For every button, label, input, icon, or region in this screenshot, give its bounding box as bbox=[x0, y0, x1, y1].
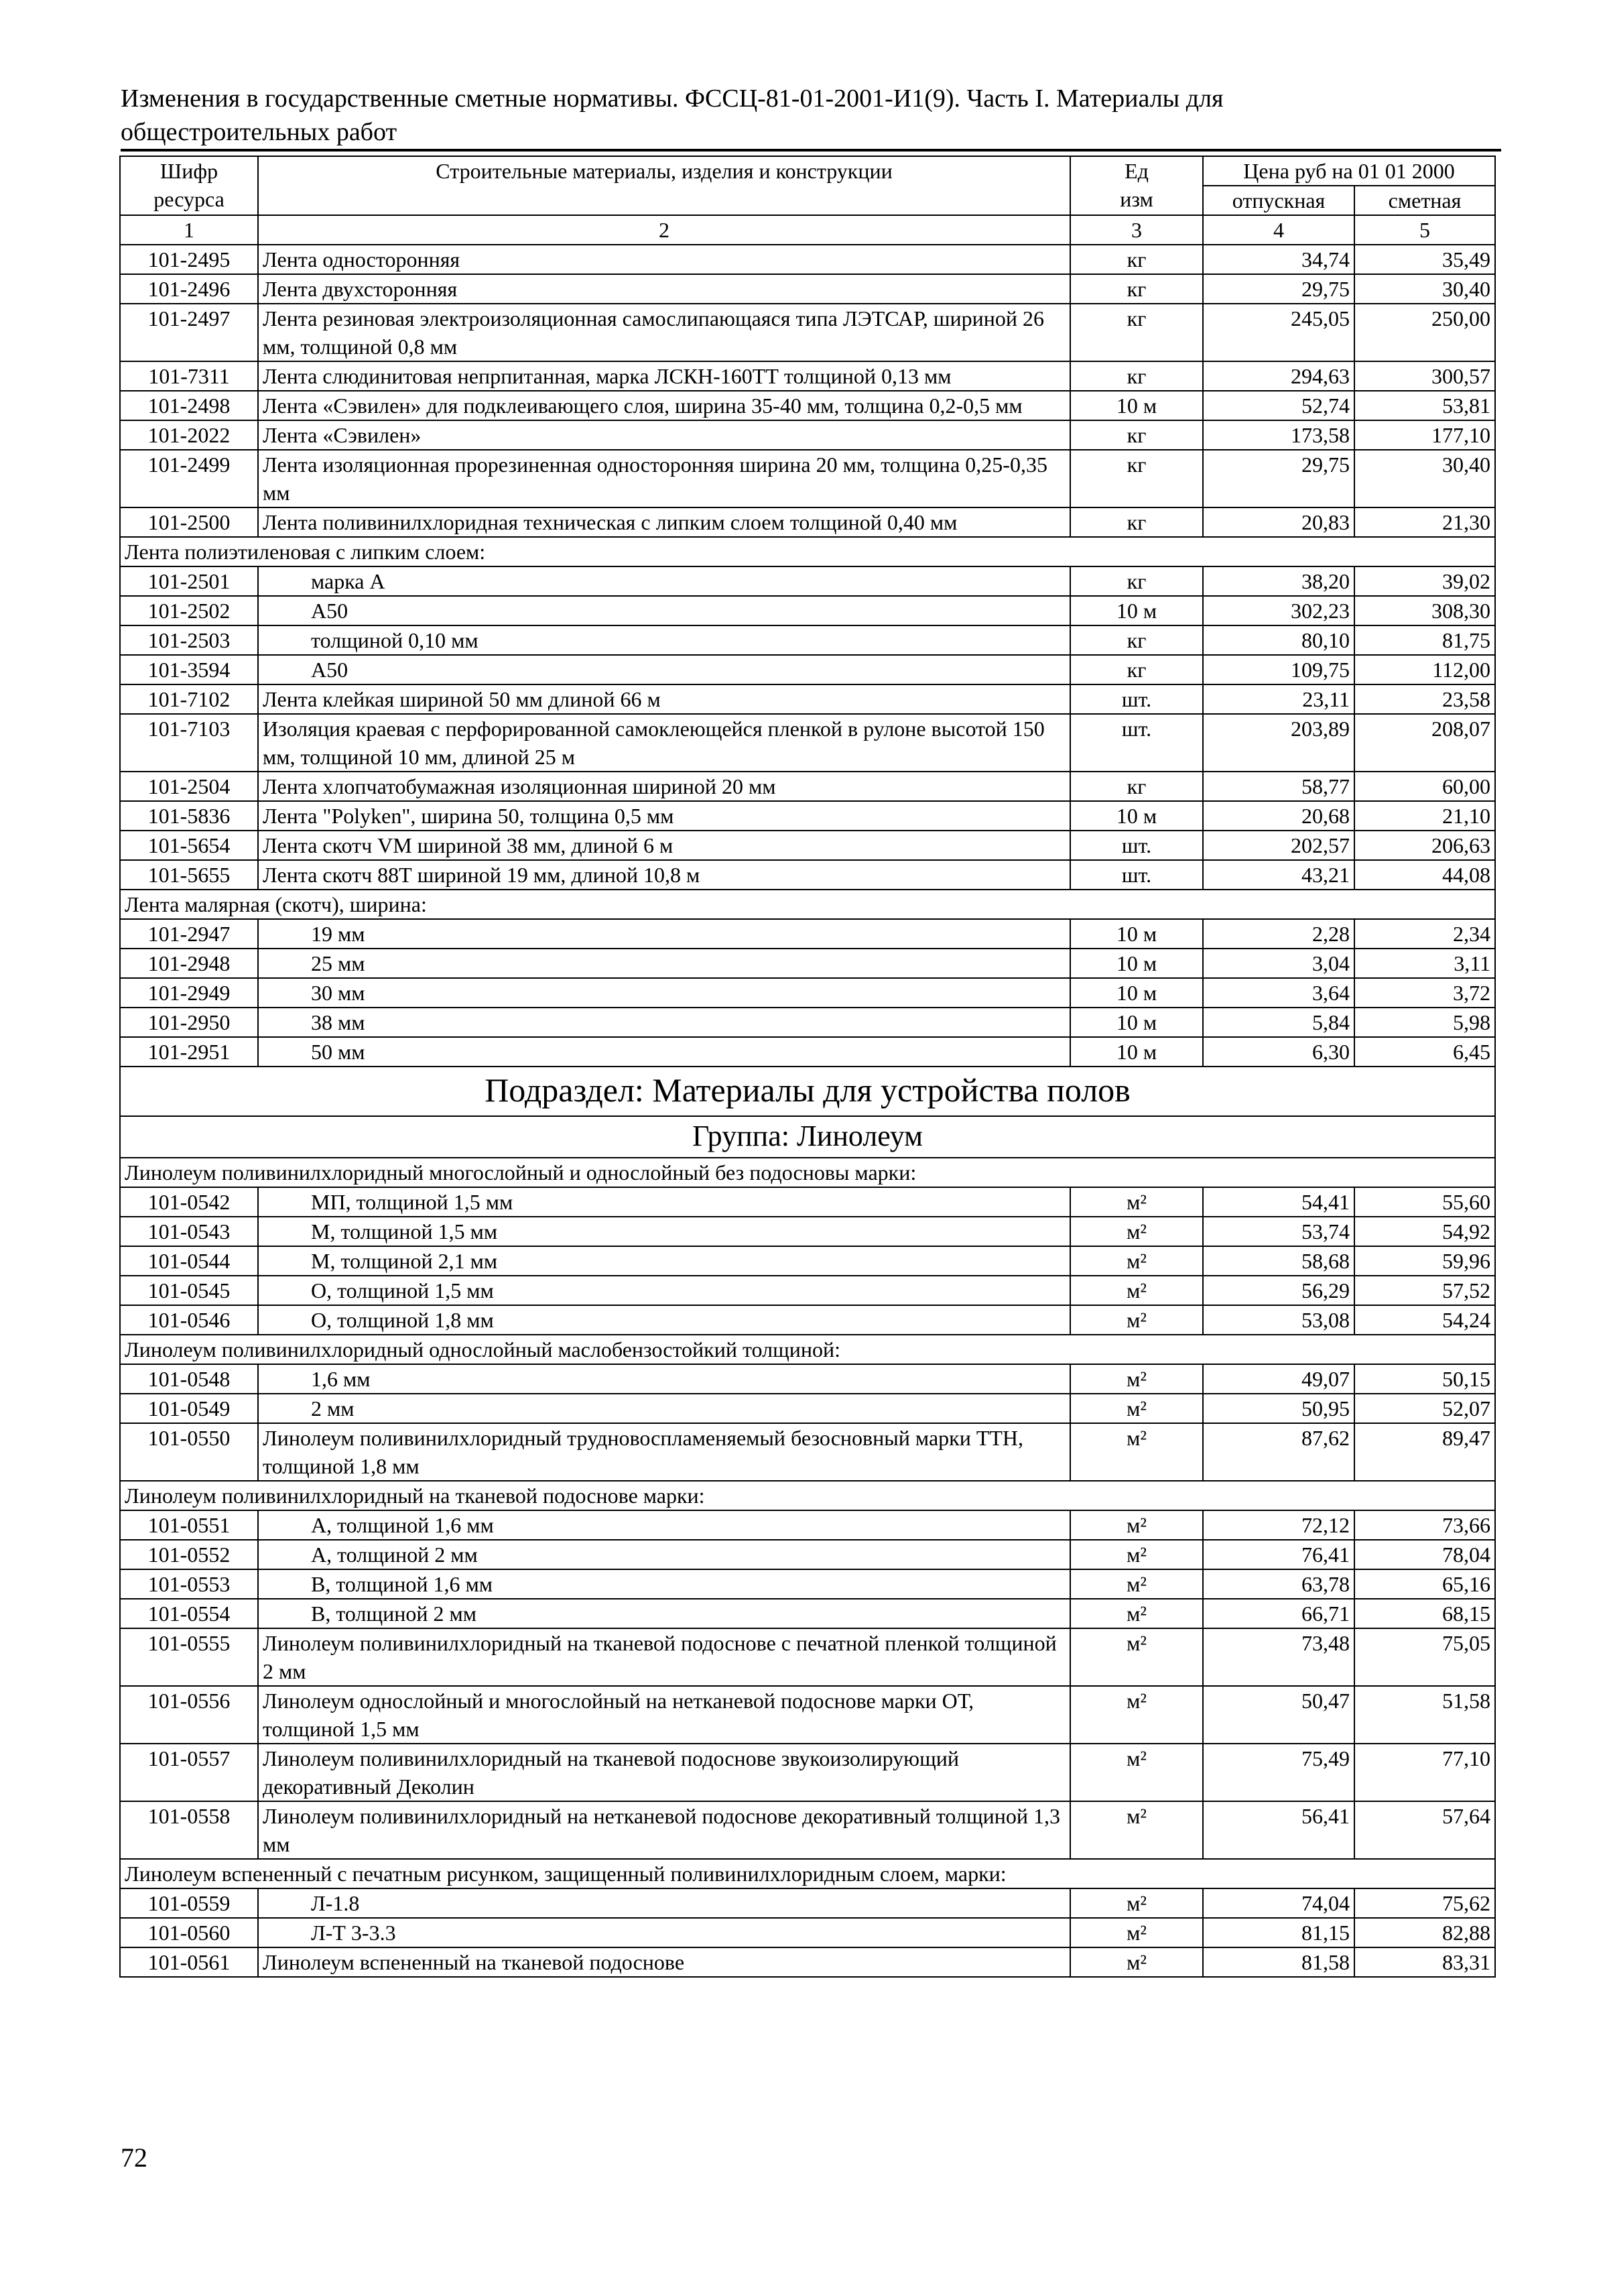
header-unit bbox=[1070, 156, 1203, 215]
table-row bbox=[120, 1217, 1495, 1246]
material-name: Лента двухсторонняя bbox=[258, 274, 1070, 304]
table-row bbox=[120, 1918, 1495, 1947]
material-name: Лента клейкая шириной 50 мм длиной 66 м bbox=[258, 684, 1070, 714]
resource-code: 101-7311 bbox=[120, 361, 258, 391]
unit-of-measure: кг bbox=[1070, 420, 1203, 450]
unit-of-measure: шт. bbox=[1070, 714, 1203, 772]
release-price: 52,74 bbox=[1203, 391, 1354, 420]
table-row bbox=[120, 566, 1495, 596]
material-name: О, толщиной 1,5 мм bbox=[258, 1276, 1070, 1305]
estimate-price: 50,15 bbox=[1354, 1364, 1495, 1394]
estimate-price: 35,49 bbox=[1354, 245, 1495, 274]
table-row bbox=[120, 919, 1495, 949]
material-name: Лента односторонняя bbox=[258, 245, 1070, 274]
material-name: Лента скотч VM шириной 38 мм, длиной 6 м bbox=[258, 831, 1070, 860]
estimate-price: 77,10 bbox=[1354, 1744, 1495, 1801]
material-name: Лента «Сэвилен» bbox=[258, 420, 1070, 450]
unit-of-measure: кг bbox=[1070, 245, 1203, 274]
unit-of-measure: м² bbox=[1070, 1540, 1203, 1569]
estimate-price: 78,04 bbox=[1354, 1540, 1495, 1569]
resource-code: 101-2022 bbox=[120, 420, 258, 450]
subsection-title: Подраздел: Материалы для устройства полов bbox=[120, 1067, 1495, 1116]
unit-of-measure: 10 м bbox=[1070, 978, 1203, 1008]
resource-code: 101-0551 bbox=[120, 1510, 258, 1540]
material-name: Лента «Сэвилен» для подклеивающего слоя, ширина 35-40 мм, толщина 0,2-0,5 мм bbox=[258, 391, 1070, 420]
estimate-price: 208,07 bbox=[1354, 714, 1495, 772]
header-price: Цена руб на 01 01 2000 bbox=[1203, 156, 1495, 186]
resource-code: 101-0555 bbox=[120, 1628, 258, 1686]
material-name: МП, толщиной 1,5 мм bbox=[258, 1187, 1070, 1217]
estimate-price: 55,60 bbox=[1354, 1187, 1495, 1217]
resource-code: 101-7102 bbox=[120, 684, 258, 714]
resource-code: 101-5655 bbox=[120, 860, 258, 890]
group-heading-row bbox=[120, 1859, 1495, 1888]
resource-code: 101-2496 bbox=[120, 274, 258, 304]
column-number: 1 bbox=[120, 215, 258, 245]
release-price: 29,75 bbox=[1203, 274, 1354, 304]
table-row bbox=[120, 304, 1495, 361]
resource-code: 101-2497 bbox=[120, 304, 258, 361]
header-code-line-1: Шифр bbox=[159, 159, 218, 183]
header-line-2: общестроительных работ bbox=[121, 118, 397, 146]
column-number: 3 bbox=[1070, 215, 1203, 245]
material-name: А50 bbox=[258, 596, 1070, 625]
unit-of-measure: кг bbox=[1070, 566, 1203, 596]
unit-of-measure: 10 м bbox=[1070, 949, 1203, 978]
resource-code: 101-5654 bbox=[120, 831, 258, 860]
estimate-price: 73,66 bbox=[1354, 1510, 1495, 1540]
group-heading: Линолеум поливинилхлоридный однослойный маслобензостойкий толщиной: bbox=[120, 1335, 1495, 1364]
estimate-price: 54,24 bbox=[1354, 1305, 1495, 1335]
table-row bbox=[120, 684, 1495, 714]
release-price: 81,15 bbox=[1203, 1918, 1354, 1947]
material-name: Изоляция краевая с перфорированной самоклеющейся пленкой в рулоне высотой 150 мм, толщиной 10 мм, длиной 25 м bbox=[258, 714, 1070, 772]
material-name: 1,6 мм bbox=[258, 1364, 1070, 1394]
release-price: 80,10 bbox=[1203, 625, 1354, 655]
header-code bbox=[120, 156, 258, 215]
column-number: 2 bbox=[258, 215, 1070, 245]
table-row bbox=[120, 1510, 1495, 1540]
unit-of-measure: м² bbox=[1070, 1599, 1203, 1628]
estimate-price: 52,07 bbox=[1354, 1394, 1495, 1423]
table-row bbox=[120, 450, 1495, 507]
material-name: В, толщиной 2 мм bbox=[258, 1599, 1070, 1628]
material-name: О, толщиной 1,8 мм bbox=[258, 1305, 1070, 1335]
release-price: 73,48 bbox=[1203, 1628, 1354, 1686]
resource-code: 101-0557 bbox=[120, 1744, 258, 1801]
estimate-price: 21,10 bbox=[1354, 801, 1495, 831]
estimate-price: 308,30 bbox=[1354, 596, 1495, 625]
estimate-price: 57,52 bbox=[1354, 1276, 1495, 1305]
material-name: 38 мм bbox=[258, 1008, 1070, 1037]
estimate-price: 68,15 bbox=[1354, 1599, 1495, 1628]
resource-code: 101-0545 bbox=[120, 1276, 258, 1305]
unit-of-measure: 10 м bbox=[1070, 919, 1203, 949]
unit-of-measure: м² bbox=[1070, 1394, 1203, 1423]
estimate-price: 54,92 bbox=[1354, 1217, 1495, 1246]
unit-of-measure: 10 м bbox=[1070, 1008, 1203, 1037]
resource-code: 101-0548 bbox=[120, 1364, 258, 1394]
estimate-price: 3,72 bbox=[1354, 978, 1495, 1008]
table-row bbox=[120, 1947, 1495, 1977]
unit-of-measure: м² bbox=[1070, 1888, 1203, 1918]
release-price: 203,89 bbox=[1203, 714, 1354, 772]
material-name: Лента "Polyken", ширина 50, толщина 0,5 мм bbox=[258, 801, 1070, 831]
unit-of-measure: кг bbox=[1070, 450, 1203, 507]
unit-of-measure: шт. bbox=[1070, 831, 1203, 860]
table-row bbox=[120, 1801, 1495, 1859]
release-price: 53,08 bbox=[1203, 1305, 1354, 1335]
release-price: 5,84 bbox=[1203, 1008, 1354, 1037]
estimate-price: 53,81 bbox=[1354, 391, 1495, 420]
material-name: Линолеум поливинилхлоридный на тканевой подоснове звукоизолирующий декоративный Деколин bbox=[258, 1744, 1070, 1801]
estimate-price: 51,58 bbox=[1354, 1686, 1495, 1744]
estimate-price: 2,34 bbox=[1354, 919, 1495, 949]
estimate-price: 81,75 bbox=[1354, 625, 1495, 655]
header-price-release: отпускная bbox=[1203, 186, 1354, 215]
table-row bbox=[120, 831, 1495, 860]
group-row bbox=[120, 1116, 1495, 1158]
table-row bbox=[120, 772, 1495, 801]
resource-code: 101-2947 bbox=[120, 919, 258, 949]
group-heading-row bbox=[120, 1158, 1495, 1187]
group-heading-row bbox=[120, 890, 1495, 919]
resource-code: 101-2950 bbox=[120, 1008, 258, 1037]
material-name: 25 мм bbox=[258, 949, 1070, 978]
material-name: Л-Т 3-3.3 bbox=[258, 1918, 1070, 1947]
resource-code: 101-0550 bbox=[120, 1423, 258, 1481]
unit-of-measure: м² bbox=[1070, 1918, 1203, 1947]
release-price: 56,29 bbox=[1203, 1276, 1354, 1305]
table-row bbox=[120, 361, 1495, 391]
estimate-price: 3,11 bbox=[1354, 949, 1495, 978]
release-price: 29,75 bbox=[1203, 450, 1354, 507]
table-row bbox=[120, 1305, 1495, 1335]
material-name: Лента поливинилхлоридная техническая с липким слоем толщиной 0,40 мм bbox=[258, 507, 1070, 537]
unit-of-measure: шт. bbox=[1070, 684, 1203, 714]
material-name: 19 мм bbox=[258, 919, 1070, 949]
release-price: 109,75 bbox=[1203, 655, 1354, 684]
release-price: 3,04 bbox=[1203, 949, 1354, 978]
unit-of-measure: 10 м bbox=[1070, 391, 1203, 420]
material-name: М, толщиной 1,5 мм bbox=[258, 1217, 1070, 1246]
resource-code: 101-2499 bbox=[120, 450, 258, 507]
estimate-price: 83,31 bbox=[1354, 1947, 1495, 1977]
estimate-price: 30,40 bbox=[1354, 274, 1495, 304]
release-price: 58,68 bbox=[1203, 1246, 1354, 1276]
table-row bbox=[120, 714, 1495, 772]
material-name: Линолеум поливинилхлоридный трудновоспламеняемый безосновный марки ТТН, толщиной 1,8 мм bbox=[258, 1423, 1070, 1481]
unit-of-measure: м² bbox=[1070, 1801, 1203, 1859]
resource-code: 101-2949 bbox=[120, 978, 258, 1008]
resource-code: 101-2501 bbox=[120, 566, 258, 596]
resource-code: 101-5836 bbox=[120, 801, 258, 831]
resource-code: 101-2503 bbox=[120, 625, 258, 655]
estimate-price: 75,62 bbox=[1354, 1888, 1495, 1918]
resource-code: 101-2502 bbox=[120, 596, 258, 625]
table-row bbox=[120, 1394, 1495, 1423]
material-name: Линолеум вспененный на тканевой подоснове bbox=[258, 1947, 1070, 1977]
unit-of-measure: кг bbox=[1070, 655, 1203, 684]
estimate-price: 60,00 bbox=[1354, 772, 1495, 801]
unit-of-measure: м² bbox=[1070, 1305, 1203, 1335]
column-number: 4 bbox=[1203, 215, 1354, 245]
header-name: Строительные материалы, изделия и конструкции bbox=[258, 156, 1070, 215]
table-row bbox=[120, 1599, 1495, 1628]
release-price: 74,04 bbox=[1203, 1888, 1354, 1918]
release-price: 54,41 bbox=[1203, 1187, 1354, 1217]
estimate-price: 30,40 bbox=[1354, 450, 1495, 507]
unit-of-measure: 10 м bbox=[1070, 596, 1203, 625]
release-price: 43,21 bbox=[1203, 860, 1354, 890]
unit-of-measure: кг bbox=[1070, 772, 1203, 801]
resource-code: 101-0546 bbox=[120, 1305, 258, 1335]
material-name: В, толщиной 1,6 мм bbox=[258, 1569, 1070, 1599]
release-price: 49,07 bbox=[1203, 1364, 1354, 1394]
resource-code: 101-0560 bbox=[120, 1918, 258, 1947]
material-name: Лента слюдинитовая непрпитанная, марка ЛСКН-160ТТ толщиной 0,13 мм bbox=[258, 361, 1070, 391]
unit-of-measure: 10 м bbox=[1070, 1037, 1203, 1067]
release-price: 72,12 bbox=[1203, 1510, 1354, 1540]
resource-code: 101-0543 bbox=[120, 1217, 258, 1246]
release-price: 23,11 bbox=[1203, 684, 1354, 714]
unit-of-measure: м² bbox=[1070, 1187, 1203, 1217]
column-number-row bbox=[120, 215, 1495, 245]
release-price: 3,64 bbox=[1203, 978, 1354, 1008]
unit-of-measure: м² bbox=[1070, 1246, 1203, 1276]
estimate-price: 65,16 bbox=[1354, 1569, 1495, 1599]
estimate-price: 5,98 bbox=[1354, 1008, 1495, 1037]
group-heading: Лента малярная (скотч), ширина: bbox=[120, 890, 1495, 919]
unit-of-measure: м² bbox=[1070, 1423, 1203, 1481]
header-price-estimate: сметная bbox=[1354, 186, 1495, 215]
table-row bbox=[120, 1276, 1495, 1305]
unit-of-measure: м² bbox=[1070, 1217, 1203, 1246]
release-price: 66,71 bbox=[1203, 1599, 1354, 1628]
group-heading: Лента полиэтиленовая с липким слоем: bbox=[120, 537, 1495, 566]
material-name: Линолеум однослойный и многослойный на нетканевой подоснове марки ОТ, толщиной 1,5 мм bbox=[258, 1686, 1070, 1744]
group-heading-row bbox=[120, 1481, 1495, 1510]
resource-code: 101-0559 bbox=[120, 1888, 258, 1918]
group-heading-row bbox=[120, 537, 1495, 566]
release-price: 56,41 bbox=[1203, 1801, 1354, 1859]
table-row bbox=[120, 1364, 1495, 1394]
unit-of-measure: м² bbox=[1070, 1628, 1203, 1686]
unit-of-measure: кг bbox=[1070, 507, 1203, 537]
resource-code: 101-0554 bbox=[120, 1599, 258, 1628]
table-row bbox=[120, 625, 1495, 655]
table-row bbox=[120, 655, 1495, 684]
estimate-price: 75,05 bbox=[1354, 1628, 1495, 1686]
release-price: 53,74 bbox=[1203, 1217, 1354, 1246]
header-code-line-2: ресурса bbox=[153, 187, 225, 211]
resource-code: 101-0558 bbox=[120, 1801, 258, 1859]
table-row bbox=[120, 1569, 1495, 1599]
group-heading-row bbox=[120, 1335, 1495, 1364]
material-name: Линолеум поливинилхлоридный на тканевой подоснове с печатной пленкой толщиной 2 мм bbox=[258, 1628, 1070, 1686]
material-name: 2 мм bbox=[258, 1394, 1070, 1423]
unit-of-measure: м² bbox=[1070, 1276, 1203, 1305]
resource-code: 101-0553 bbox=[120, 1569, 258, 1599]
resource-code: 101-2495 bbox=[120, 245, 258, 274]
table-row bbox=[120, 1888, 1495, 1918]
release-price: 38,20 bbox=[1203, 566, 1354, 596]
resource-code: 101-0561 bbox=[120, 1947, 258, 1977]
material-name: Лента хлопчатобумажная изоляционная шириной 20 мм bbox=[258, 772, 1070, 801]
unit-of-measure: кг bbox=[1070, 625, 1203, 655]
material-name: А, толщиной 1,6 мм bbox=[258, 1510, 1070, 1540]
material-name: марка А bbox=[258, 566, 1070, 596]
estimate-price: 39,02 bbox=[1354, 566, 1495, 596]
unit-of-measure: м² bbox=[1070, 1744, 1203, 1801]
unit-of-measure: кг bbox=[1070, 274, 1203, 304]
resource-code: 101-2500 bbox=[120, 507, 258, 537]
estimate-price: 21,30 bbox=[1354, 507, 1495, 537]
table-row bbox=[120, 1037, 1495, 1067]
table-row bbox=[120, 507, 1495, 537]
release-price: 20,83 bbox=[1203, 507, 1354, 537]
header-unit-line-1: Ед bbox=[1125, 159, 1149, 183]
material-name: М, толщиной 2,1 мм bbox=[258, 1246, 1070, 1276]
table-row bbox=[120, 1540, 1495, 1569]
estimate-price: 6,45 bbox=[1354, 1037, 1495, 1067]
estimate-price: 206,63 bbox=[1354, 831, 1495, 860]
material-name: Линолеум поливинилхлоридный на нетканевой подоснове декоративный толщиной 1,3 мм bbox=[258, 1801, 1070, 1859]
estimate-price: 59,96 bbox=[1354, 1246, 1495, 1276]
resource-code: 101-2504 bbox=[120, 772, 258, 801]
release-price: 87,62 bbox=[1203, 1423, 1354, 1481]
release-price: 34,74 bbox=[1203, 245, 1354, 274]
unit-of-measure: 10 м bbox=[1070, 801, 1203, 831]
group-heading: Линолеум поливинилхлоридный многослойный и однослойный без подосновы марки: bbox=[120, 1158, 1495, 1187]
table-row bbox=[120, 1686, 1495, 1744]
group-title: Группа: Линолеум bbox=[120, 1116, 1495, 1158]
release-price: 302,23 bbox=[1203, 596, 1354, 625]
header-unit-line-2: изм bbox=[1120, 187, 1153, 211]
resource-code: 101-0552 bbox=[120, 1540, 258, 1569]
table-row bbox=[120, 1628, 1495, 1686]
column-number: 5 bbox=[1354, 215, 1495, 245]
unit-of-measure: кг bbox=[1070, 361, 1203, 391]
estimate-price: 82,88 bbox=[1354, 1918, 1495, 1947]
unit-of-measure: м² bbox=[1070, 1569, 1203, 1599]
release-price: 50,47 bbox=[1203, 1686, 1354, 1744]
unit-of-measure: м² bbox=[1070, 1364, 1203, 1394]
material-name: Лента изоляционная прорезиненная односторонняя ширина 20 мм, толщина 0,25-0,35 мм bbox=[258, 450, 1070, 507]
resource-code: 101-0549 bbox=[120, 1394, 258, 1423]
release-price: 58,77 bbox=[1203, 772, 1354, 801]
table-row bbox=[120, 978, 1495, 1008]
material-name: 30 мм bbox=[258, 978, 1070, 1008]
table-row bbox=[120, 1246, 1495, 1276]
table-row bbox=[120, 274, 1495, 304]
estimate-price: 250,00 bbox=[1354, 304, 1495, 361]
material-name: Лента скотч 88Т шириной 19 мм, длиной 10,8 м bbox=[258, 860, 1070, 890]
release-price: 202,57 bbox=[1203, 831, 1354, 860]
header-rule bbox=[121, 149, 1501, 152]
release-price: 20,68 bbox=[1203, 801, 1354, 831]
estimate-price: 112,00 bbox=[1354, 655, 1495, 684]
document-header bbox=[121, 82, 1501, 149]
material-name: 50 мм bbox=[258, 1037, 1070, 1067]
unit-of-measure: м² bbox=[1070, 1686, 1203, 1744]
release-price: 81,58 bbox=[1203, 1947, 1354, 1977]
resource-code: 101-2498 bbox=[120, 391, 258, 420]
release-price: 63,78 bbox=[1203, 1569, 1354, 1599]
estimate-price: 57,64 bbox=[1354, 1801, 1495, 1859]
header-line-1: Изменения в государственные сметные нормативы. ФССЦ-81-01-2001-И1(9). Часть I. Материалы для bbox=[121, 84, 1224, 113]
material-name: толщиной 0,10 мм bbox=[258, 625, 1070, 655]
table-row bbox=[120, 391, 1495, 420]
release-price: 6,30 bbox=[1203, 1037, 1354, 1067]
table-row bbox=[120, 420, 1495, 450]
release-price: 173,58 bbox=[1203, 420, 1354, 450]
table-row bbox=[120, 1187, 1495, 1217]
table-row bbox=[120, 949, 1495, 978]
resource-code: 101-0544 bbox=[120, 1246, 258, 1276]
resource-code: 101-2951 bbox=[120, 1037, 258, 1067]
table-row bbox=[120, 860, 1495, 890]
price-table bbox=[119, 156, 1496, 1978]
table-row bbox=[120, 1423, 1495, 1481]
resource-code: 101-2948 bbox=[120, 949, 258, 978]
estimate-price: 44,08 bbox=[1354, 860, 1495, 890]
subsection-row bbox=[120, 1067, 1495, 1116]
release-price: 294,63 bbox=[1203, 361, 1354, 391]
release-price: 76,41 bbox=[1203, 1540, 1354, 1569]
estimate-price: 177,10 bbox=[1354, 420, 1495, 450]
estimate-price: 89,47 bbox=[1354, 1423, 1495, 1481]
unit-of-measure: м² bbox=[1070, 1947, 1203, 1977]
unit-of-measure: м² bbox=[1070, 1510, 1203, 1540]
release-price: 2,28 bbox=[1203, 919, 1354, 949]
resource-code: 101-7103 bbox=[120, 714, 258, 772]
estimate-price: 300,57 bbox=[1354, 361, 1495, 391]
material-name: А, толщиной 2 мм bbox=[258, 1540, 1070, 1569]
release-price: 245,05 bbox=[1203, 304, 1354, 361]
page-number: 72 bbox=[121, 2142, 147, 2173]
resource-code: 101-0556 bbox=[120, 1686, 258, 1744]
release-price: 75,49 bbox=[1203, 1744, 1354, 1801]
table-body bbox=[120, 245, 1495, 1977]
group-heading: Линолеум поливинилхлоридный на тканевой подоснове марки: bbox=[120, 1481, 1495, 1510]
material-name: Лента резиновая электроизоляционная самослипающаяся типа ЛЭТСАР, шириной 26 мм, толщиной 0,8 мм bbox=[258, 304, 1070, 361]
table-row bbox=[120, 245, 1495, 274]
group-heading: Линолеум вспененный с печатным рисунком, защищенный поливинилхлоридным слоем, марки: bbox=[120, 1859, 1495, 1888]
table-row bbox=[120, 801, 1495, 831]
table-row bbox=[120, 1744, 1495, 1801]
table-row bbox=[120, 1008, 1495, 1037]
material-name: А50 bbox=[258, 655, 1070, 684]
unit-of-measure: шт. bbox=[1070, 860, 1203, 890]
table-header-row-1 bbox=[120, 156, 1495, 186]
resource-code: 101-3594 bbox=[120, 655, 258, 684]
release-price: 50,95 bbox=[1203, 1394, 1354, 1423]
estimate-price: 23,58 bbox=[1354, 684, 1495, 714]
material-name: Л-1.8 bbox=[258, 1888, 1070, 1918]
unit-of-measure: кг bbox=[1070, 304, 1203, 361]
table-row bbox=[120, 596, 1495, 625]
resource-code: 101-0542 bbox=[120, 1187, 258, 1217]
